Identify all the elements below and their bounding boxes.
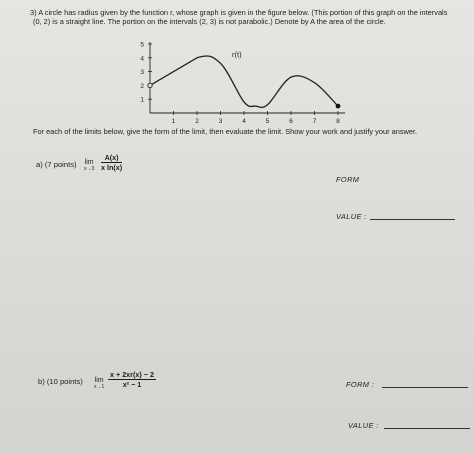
part-a-form-label: FORM bbox=[336, 175, 360, 184]
series-label: r(t) bbox=[232, 50, 242, 59]
r-graph bbox=[0, 0, 474, 130]
x-tick-label: 6 bbox=[289, 118, 293, 125]
part-b-numerator: x + 2xr(x) − 2 bbox=[110, 370, 154, 379]
r-curve bbox=[150, 56, 338, 107]
part-a-denominator: x ln(x) bbox=[101, 163, 123, 172]
y-tick-label: 3 bbox=[140, 69, 144, 77]
part-a-value-blank[interactable] bbox=[370, 219, 455, 220]
y-tick-label: 2 bbox=[140, 82, 144, 90]
part-a-lim-text: lim bbox=[84, 159, 94, 166]
part-a-numerator: A(x) bbox=[101, 153, 122, 163]
part-a-limit bbox=[84, 159, 94, 172]
part-b-limit bbox=[94, 377, 104, 390]
x-tick-label: 3 bbox=[218, 118, 223, 125]
part-a-value-label: VALUE : bbox=[336, 212, 367, 221]
closed-endpoint bbox=[336, 104, 341, 109]
part-b-lim-text: lim bbox=[94, 377, 104, 384]
question-text-line-1: 3) A circle has radius given by the function r, whose graph is given in the figure below. (This portion of this graph on the intervals bbox=[30, 8, 448, 17]
x-tick-label: 1 bbox=[171, 118, 176, 125]
part-b-fraction bbox=[108, 370, 156, 389]
instructions-text: For each of the limits below, give the form of the limit, then evaluate the limit. Show your work and justify your answer. bbox=[33, 127, 418, 136]
x-tick-label: 5 bbox=[265, 118, 270, 125]
y-tick-label: 4 bbox=[140, 55, 144, 63]
part-a-label: a) (7 points) bbox=[36, 160, 77, 169]
question-text-line-2: (0, 2) is a straight line. The portion on the intervals (2, 3) is not parabolic.) Denote by A the area of the circle. bbox=[33, 17, 386, 26]
x-tick-label: 4 bbox=[242, 118, 246, 125]
part-b-form-blank[interactable] bbox=[382, 387, 468, 388]
part-b-value-blank[interactable] bbox=[384, 428, 470, 429]
part-b-denominator: x² − 1 bbox=[122, 380, 142, 389]
x-tick-label: 2 bbox=[195, 118, 199, 125]
y-tick-label: 5 bbox=[140, 41, 144, 49]
x-tick-label: 8 bbox=[336, 118, 340, 125]
part-a-fraction bbox=[101, 153, 122, 172]
part-b-label: b) (10 points) bbox=[38, 377, 83, 386]
part-b-form-label: FORM : bbox=[346, 380, 375, 389]
y-tick-label: 1 bbox=[140, 96, 144, 104]
part-a-lim-sub: x→3 bbox=[84, 166, 95, 172]
part-b-value-label: VALUE : bbox=[348, 421, 379, 430]
part-b-lim-sub: x→1 bbox=[94, 384, 105, 390]
open-endpoint bbox=[148, 83, 152, 87]
x-tick-label: 7 bbox=[312, 118, 317, 125]
